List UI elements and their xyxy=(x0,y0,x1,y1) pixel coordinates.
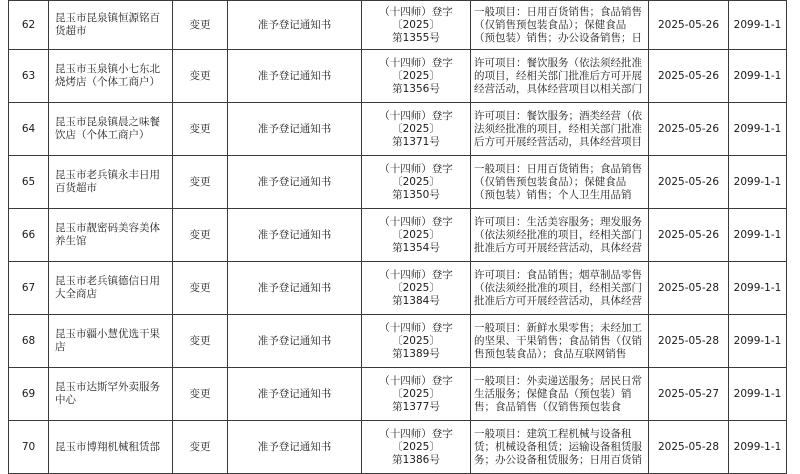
row-number: 63 xyxy=(9,50,49,103)
registration-ref-line2: 第1354号 xyxy=(392,241,440,254)
registration-table-page xyxy=(8,0,786,469)
valid-until: 2099-1-1 xyxy=(729,368,787,421)
notice-type: 准予登记通知书 xyxy=(228,421,362,474)
change-type: 变更 xyxy=(173,103,228,156)
row-number: 67 xyxy=(9,262,49,315)
registration-ref xyxy=(362,156,471,209)
business-scope xyxy=(471,421,649,474)
business-scope-text: 一般项目：新鲜水果零售；未经加工的坚果、干果销售；食品销售（仅销售预包装食品）；食品互联网销售 xyxy=(474,321,642,360)
decision-date: 2025-05-28 xyxy=(649,315,729,368)
decision-date: 2025-05-26 xyxy=(649,1,729,50)
registration-ref-line2: 第1356号 xyxy=(392,82,440,95)
valid-until: 2099-1-1 xyxy=(729,209,787,262)
valid-until: 2099-1-1 xyxy=(729,262,787,315)
table-row xyxy=(9,103,787,156)
table-row xyxy=(9,50,787,103)
valid-until: 2099-1-1 xyxy=(729,50,787,103)
valid-until: 2099-1-1 xyxy=(729,421,787,474)
notice-type: 准予登记通知书 xyxy=(228,1,362,50)
business-scope-text: 一般项目：建筑工程机械与设备租赁；机械设备租赁；运输设备租赁服务；办公设备租赁服务；日用百货销 xyxy=(474,427,642,466)
change-type: 变更 xyxy=(173,262,228,315)
registration-ref-line2: 第1389号 xyxy=(392,347,440,360)
change-type: 变更 xyxy=(173,156,228,209)
notice-type: 准予登记通知书 xyxy=(228,209,362,262)
business-name: 昆玉市老兵镇永丰日用百货超市 xyxy=(49,156,173,209)
row-number: 69 xyxy=(9,368,49,421)
row-number: 68 xyxy=(9,315,49,368)
business-name: 昆玉市疆小慧优选干果店 xyxy=(49,315,173,368)
business-name: 昆玉市昆泉镇晨之味餐饮店（个体工商户） xyxy=(49,103,173,156)
registration-ref xyxy=(362,421,471,474)
decision-date: 2025-05-26 xyxy=(649,156,729,209)
registration-ref-line2: 第1386号 xyxy=(392,453,440,466)
registration-ref xyxy=(362,262,471,315)
business-scope-text: 许可项目：食品销售；烟草制品零售（依法须经批准的项目，经相关部门批准后方可开展经营活动，具体经营 xyxy=(474,268,642,307)
registration-ref-line2: 第1350号 xyxy=(392,188,440,201)
change-type: 变更 xyxy=(173,209,228,262)
valid-until: 2099-1-1 xyxy=(729,103,787,156)
business-scope-text: 许可项目：生活美容服务；理发服务（依法须经批准的项目，经相关部门批准后方可开展经营活动，具体经营 xyxy=(474,215,642,254)
row-number: 65 xyxy=(9,156,49,209)
business-scope xyxy=(471,1,649,50)
registration-ref-line2: 第1384号 xyxy=(392,294,440,307)
business-scope xyxy=(471,315,649,368)
registration-ref-line1: （十四师）登字〔2025〕 xyxy=(379,374,453,400)
registration-table xyxy=(8,0,787,474)
registration-ref xyxy=(362,368,471,421)
table-row xyxy=(9,156,787,209)
registration-ref-line2: 第1377号 xyxy=(392,400,440,413)
registration-ref-line1: （十四师）登字〔2025〕 xyxy=(379,215,453,241)
decision-date: 2025-05-28 xyxy=(649,262,729,315)
notice-type: 准予登记通知书 xyxy=(228,368,362,421)
business-scope-text: 一般项目：外卖递送服务；居民日常生活服务；保健食品（预包装）销售；食品销售（仅销售预包装食 xyxy=(474,374,642,413)
registration-ref-line2: 第1371号 xyxy=(392,135,440,148)
registration-ref-line1: （十四师）登字〔2025〕 xyxy=(379,56,453,82)
decision-date: 2025-05-27 xyxy=(649,368,729,421)
decision-date: 2025-05-28 xyxy=(649,421,729,474)
decision-date: 2025-05-26 xyxy=(649,103,729,156)
notice-type: 准予登记通知书 xyxy=(228,50,362,103)
valid-until: 2099-1-1 xyxy=(729,1,787,50)
change-type: 变更 xyxy=(173,1,228,50)
decision-date: 2025-05-26 xyxy=(649,209,729,262)
decision-date: 2025-05-26 xyxy=(649,50,729,103)
table-row xyxy=(9,209,787,262)
table-body xyxy=(9,1,787,474)
valid-until: 2099-1-1 xyxy=(729,315,787,368)
business-scope-text: 许可项目：餐饮服务；酒类经营（依法须经批准的项目，经相关部门批准后方可开展经营活动，具体经营项目 xyxy=(474,109,642,148)
table-row xyxy=(9,315,787,368)
business-name: 昆玉市达斯罕外卖服务中心 xyxy=(49,368,173,421)
business-name: 昆玉市昆泉镇恒源铭百货超市 xyxy=(49,1,173,50)
business-name: 昆玉市靓密码美容美体养生馆 xyxy=(49,209,173,262)
registration-ref-line1: （十四师）登字〔2025〕 xyxy=(379,268,453,294)
table-row xyxy=(9,262,787,315)
row-number: 70 xyxy=(9,421,49,474)
change-type: 变更 xyxy=(173,421,228,474)
business-name: 昆玉市玉泉镇小七东北烧烤店（个体工商户） xyxy=(49,50,173,103)
business-scope xyxy=(471,156,649,209)
change-type: 变更 xyxy=(173,315,228,368)
notice-type: 准予登记通知书 xyxy=(228,156,362,209)
table-row xyxy=(9,368,787,421)
registration-ref xyxy=(362,209,471,262)
row-number: 66 xyxy=(9,209,49,262)
registration-ref xyxy=(362,103,471,156)
registration-ref-line1: （十四师）登字〔2025〕 xyxy=(379,5,453,31)
registration-ref xyxy=(362,315,471,368)
business-name: 昆玉市老兵镇德信日用大全商店 xyxy=(49,262,173,315)
registration-ref-line2: 第1355号 xyxy=(392,31,440,44)
business-scope xyxy=(471,262,649,315)
table-row xyxy=(9,1,787,50)
table-row xyxy=(9,421,787,474)
row-number: 64 xyxy=(9,103,49,156)
notice-type: 准予登记通知书 xyxy=(228,103,362,156)
registration-ref-line1: （十四师）登字〔2025〕 xyxy=(379,109,453,135)
business-scope xyxy=(471,209,649,262)
notice-type: 准予登记通知书 xyxy=(228,315,362,368)
business-scope xyxy=(471,368,649,421)
notice-type: 准予登记通知书 xyxy=(228,262,362,315)
registration-ref-line1: （十四师）登字〔2025〕 xyxy=(379,321,453,347)
registration-ref xyxy=(362,50,471,103)
business-scope-text: 一般项目：日用百货销售；食品销售（仅销售预包装食品）；保健食品（预包装）销售；个人卫生用品销 xyxy=(474,162,642,201)
business-scope-text: 许可项目：餐饮服务（依法须经批准的项目，经相关部门批准后方可开展经营活动，具体经营项目以相关部门 xyxy=(474,56,642,95)
change-type: 变更 xyxy=(173,368,228,421)
business-scope-text: 一般项目：日用百货销售；食品销售（仅销售预包装食品）；保健食品（预包装）销售；办公设备销售；日 xyxy=(474,5,642,44)
registration-ref xyxy=(362,1,471,50)
row-number: 62 xyxy=(9,1,49,50)
valid-until: 2099-1-1 xyxy=(729,156,787,209)
business-name: 昆玉市博翔机械租赁部 xyxy=(49,421,173,474)
business-scope xyxy=(471,50,649,103)
business-scope xyxy=(471,103,649,156)
change-type: 变更 xyxy=(173,50,228,103)
registration-ref-line1: （十四师）登字〔2025〕 xyxy=(379,162,453,188)
registration-ref-line1: （十四师）登字〔2025〕 xyxy=(379,427,453,453)
